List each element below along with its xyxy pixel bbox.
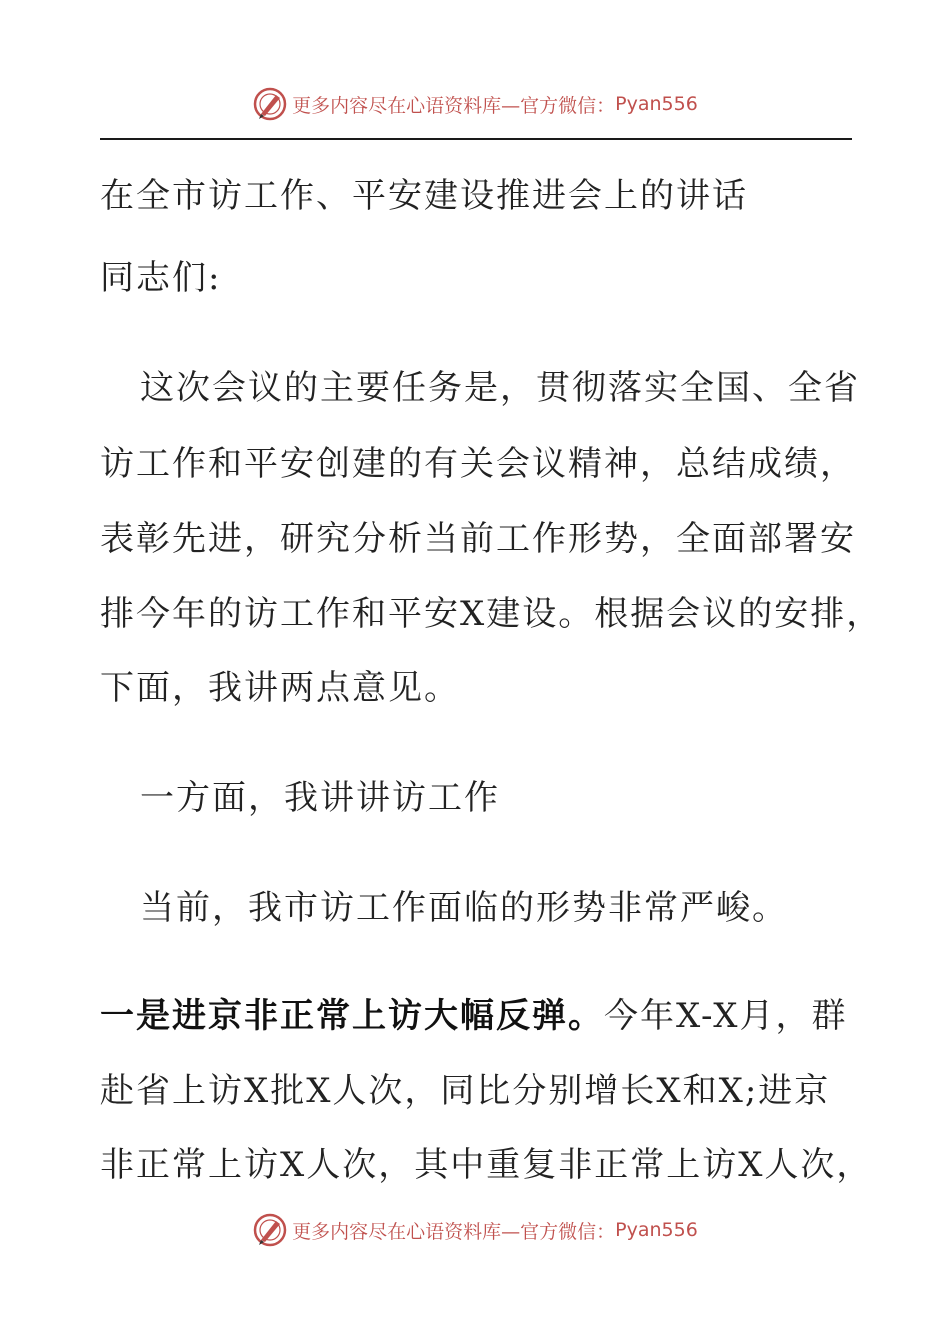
header-divider xyxy=(100,138,852,140)
point-one-text: 今年X-X月，群 xyxy=(604,996,848,1036)
banner-text: 更多内容尽在心语资料库—官方微信： xyxy=(292,94,616,117)
document-title: 在全市访工作、平安建设推进会上的讲话 xyxy=(100,176,748,216)
paragraph-line: 访工作和平安创建的有关会议精神，总结成绩， xyxy=(100,444,856,484)
paragraph-line: 排今年的访工作和平安X建设。根据会议的安排， xyxy=(100,594,883,634)
pen-logo-icon xyxy=(252,86,288,122)
section-heading: 一方面，我讲讲访工作 xyxy=(140,778,500,818)
paragraph-line: 表彰先进，研究分析当前工作形势，全面部署安 xyxy=(100,519,856,559)
salutation: 同志们: xyxy=(100,258,222,298)
banner-text: 更多内容尽在心语资料库—官方微信： xyxy=(292,1220,616,1243)
situation-sentence: 当前，我市访工作面临的形势非常严峻。 xyxy=(140,888,788,928)
point-one-line xyxy=(100,992,870,1040)
paragraph-line: 赴省上访X批X人次，同比分别增长X和X;进京 xyxy=(100,1071,831,1111)
point-one-heading: 一是进京非正常上访大幅反弹。 xyxy=(100,996,604,1036)
paragraph-line: 非正常上访X人次，其中重复非正常上访X人次， xyxy=(100,1145,873,1185)
pen-logo-icon xyxy=(252,1212,288,1248)
header-banner xyxy=(0,84,950,124)
paragraph-line: 这次会议的主要任务是，贯彻落实全国、全省 xyxy=(140,368,860,408)
paragraph-line: 下面，我讲两点意见。 xyxy=(100,668,460,708)
footer-banner xyxy=(0,1210,950,1250)
banner-handle: Pyan556 xyxy=(615,1219,698,1241)
banner-handle: Pyan556 xyxy=(615,93,698,115)
